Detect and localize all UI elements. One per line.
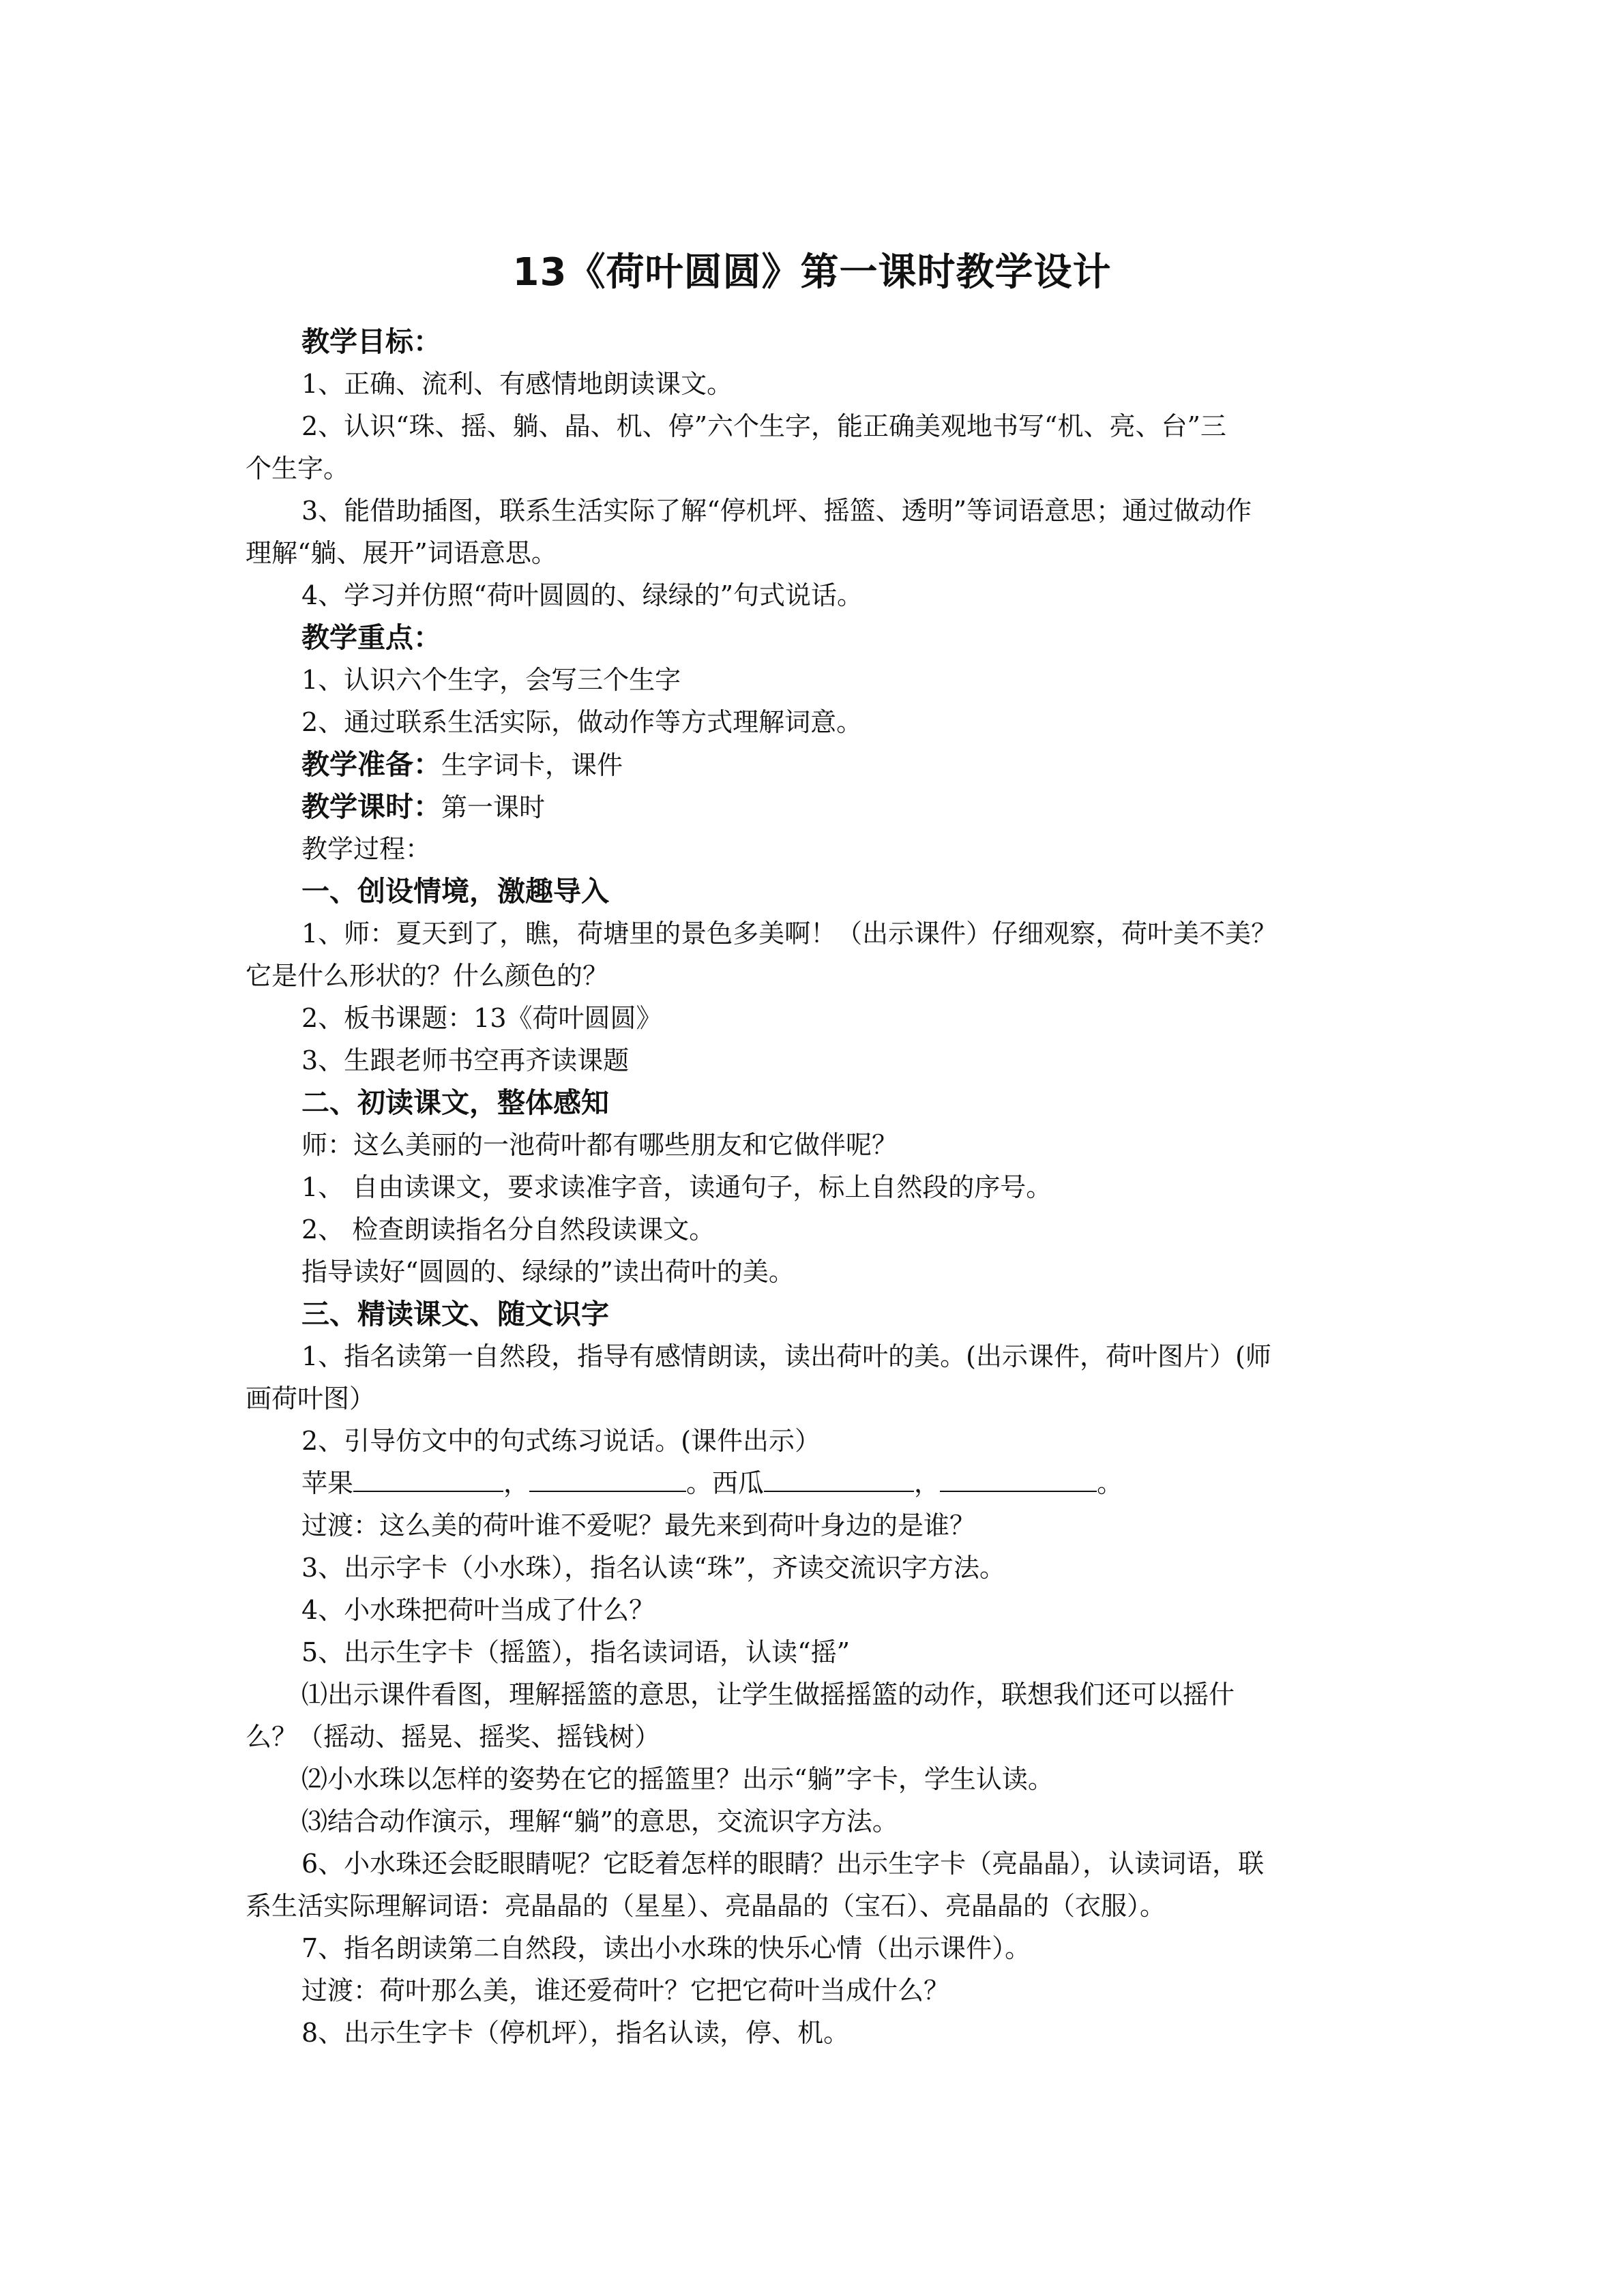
preparation-value: 生字词卡，课件 bbox=[441, 750, 623, 780]
section3-line: 过渡：这么美的荷叶谁不爱呢？最先来到荷叶身边的是谁？ bbox=[301, 1510, 976, 1540]
period-label: 教学课时： bbox=[301, 790, 441, 823]
section2-line: 指导读好“圆圆的、绿绿的”读出荷叶的美。 bbox=[301, 1257, 795, 1287]
objective-line: 2、认识“珠、摇、躺、晶、机、停”六个生字，能正确美观地书写“机、亮、台”三 bbox=[301, 411, 1226, 441]
key-point-line: 1、认识六个生字，会写三个生字 bbox=[301, 665, 681, 695]
section3-line: 3、出示字卡（小水珠），指名认读“珠”，齐读交流识字方法。 bbox=[301, 1553, 1006, 1583]
period-value: 第一课时 bbox=[441, 792, 546, 822]
preparation-line bbox=[246, 743, 1378, 786]
document-title: 13《荷叶圆圆》第一课时教学设计 bbox=[512, 250, 1112, 295]
section3-line: 系生活实际理解词语：亮晶晶的（星星）、亮晶晶的（宝石）、亮晶晶的（衣服）。 bbox=[246, 1891, 1166, 1921]
fill-blank bbox=[529, 1467, 686, 1492]
section1-line: 它是什么形状的？什么颜色的？ bbox=[246, 961, 609, 991]
section3-heading: 三、精读课文、随文识字 bbox=[301, 1298, 609, 1330]
objective-line: 理解“躺、展开”词语意思。 bbox=[246, 538, 557, 568]
section3-line: 过渡：荷叶那么美，谁还爱荷叶？它把它荷叶当成什么？ bbox=[301, 1976, 950, 2006]
section1-line: 1、师：夏天到了，瞧，荷塘里的景色多美啊！（出示课件）仔细观察，荷叶美不美？ bbox=[301, 919, 1278, 949]
section3-line: 5、出示生字卡（摇篮），指名读词语，认读“摇” bbox=[301, 1637, 851, 1667]
fill-blank bbox=[940, 1467, 1097, 1492]
section3-line: ⑴出示课件看图，理解摇篮的意思，让学生做摇摇篮的动作，联想我们还可以摇什 bbox=[301, 1680, 1235, 1710]
fill-blank-text: 。 bbox=[1097, 1468, 1123, 1498]
period-line bbox=[246, 786, 1378, 828]
section1-heading: 一、创设情境，激趣导入 bbox=[301, 875, 609, 908]
fill-blank-text: ， bbox=[503, 1468, 530, 1498]
section3-line: 8、出示生字卡（停机坪），指名认读，停、机。 bbox=[301, 2018, 850, 2048]
fill-blank bbox=[764, 1467, 914, 1492]
section2-line: 师：这么美丽的一池荷叶都有哪些朋友和它做伴呢？ bbox=[301, 1130, 898, 1160]
section1-line: 3、生跟老师书空再齐读课题 bbox=[301, 1045, 630, 1075]
section3-line: 7、指名朗读第二自然段，读出小水珠的快乐心情（出示课件）。 bbox=[301, 1933, 1031, 1963]
objectives-heading: 教学目标： bbox=[301, 325, 441, 358]
section3-line: ⑵小水珠以怎样的姿势在它的摇篮里？出示“躺”字卡，学生认读。 bbox=[301, 1764, 1054, 1794]
section3-line: 6、小水珠还会眨眼睛呢？它眨着怎样的眼睛？出示生字卡（亮晶晶），认读词语，联 bbox=[301, 1849, 1265, 1879]
section3-line: 画荷叶图） bbox=[246, 1384, 376, 1414]
section2-heading: 二、初读课文，整体感知 bbox=[301, 1086, 609, 1119]
objective-line: 个生字。 bbox=[246, 453, 350, 483]
process-label: 教学过程： bbox=[301, 834, 432, 864]
section3-line: ⑶结合动作演示，理解“躺”的意思，交流识字方法。 bbox=[301, 1806, 898, 1836]
objective-line: 3、能借助插图，联系生活实际了解“停机坪、摇篮、透明”等词语意思；通过做动作 bbox=[301, 496, 1252, 526]
fill-blank-line bbox=[246, 1462, 1378, 1504]
key-points-heading: 教学重点： bbox=[301, 621, 441, 654]
document-body bbox=[246, 320, 1378, 2054]
objective-line: 4、学习并仿照“荷叶圆圆的、绿绿的”句式说话。 bbox=[301, 580, 863, 610]
section2-line: 1、 自由读课文，要求读准字音，读通句子，标上自然段的序号。 bbox=[301, 1172, 1052, 1202]
section3-line: 2、引导仿文中的句式练习说话。(课件出示） bbox=[301, 1426, 821, 1456]
section2-line: 2、 检查朗读指名分自然段读课文。 bbox=[301, 1214, 715, 1244]
fill-blank-text: ， bbox=[914, 1468, 941, 1498]
fill-blank-text: 苹果 bbox=[301, 1468, 354, 1498]
fill-blank-text: 。西瓜 bbox=[686, 1468, 765, 1498]
key-point-line: 2、通过联系生活实际，做动作等方式理解词意。 bbox=[301, 707, 863, 737]
preparation-label: 教学准备： bbox=[301, 748, 441, 781]
objective-line: 1、正确、流利、有感情地朗读课文。 bbox=[301, 369, 733, 399]
section1-line: 2、板书课题：13《荷叶圆圆》 bbox=[301, 1003, 662, 1033]
section3-line: 4、小水珠把荷叶当成了什么？ bbox=[301, 1595, 655, 1625]
section3-line: 么？（摇动、摇晃、摇奖、摇钱树） bbox=[246, 1722, 661, 1752]
fill-blank bbox=[353, 1467, 503, 1492]
section3-line: 1、指名读第一自然段，指导有感情朗读，读出荷叶的美。(出示课件，荷叶图片）(师 bbox=[301, 1341, 1271, 1371]
